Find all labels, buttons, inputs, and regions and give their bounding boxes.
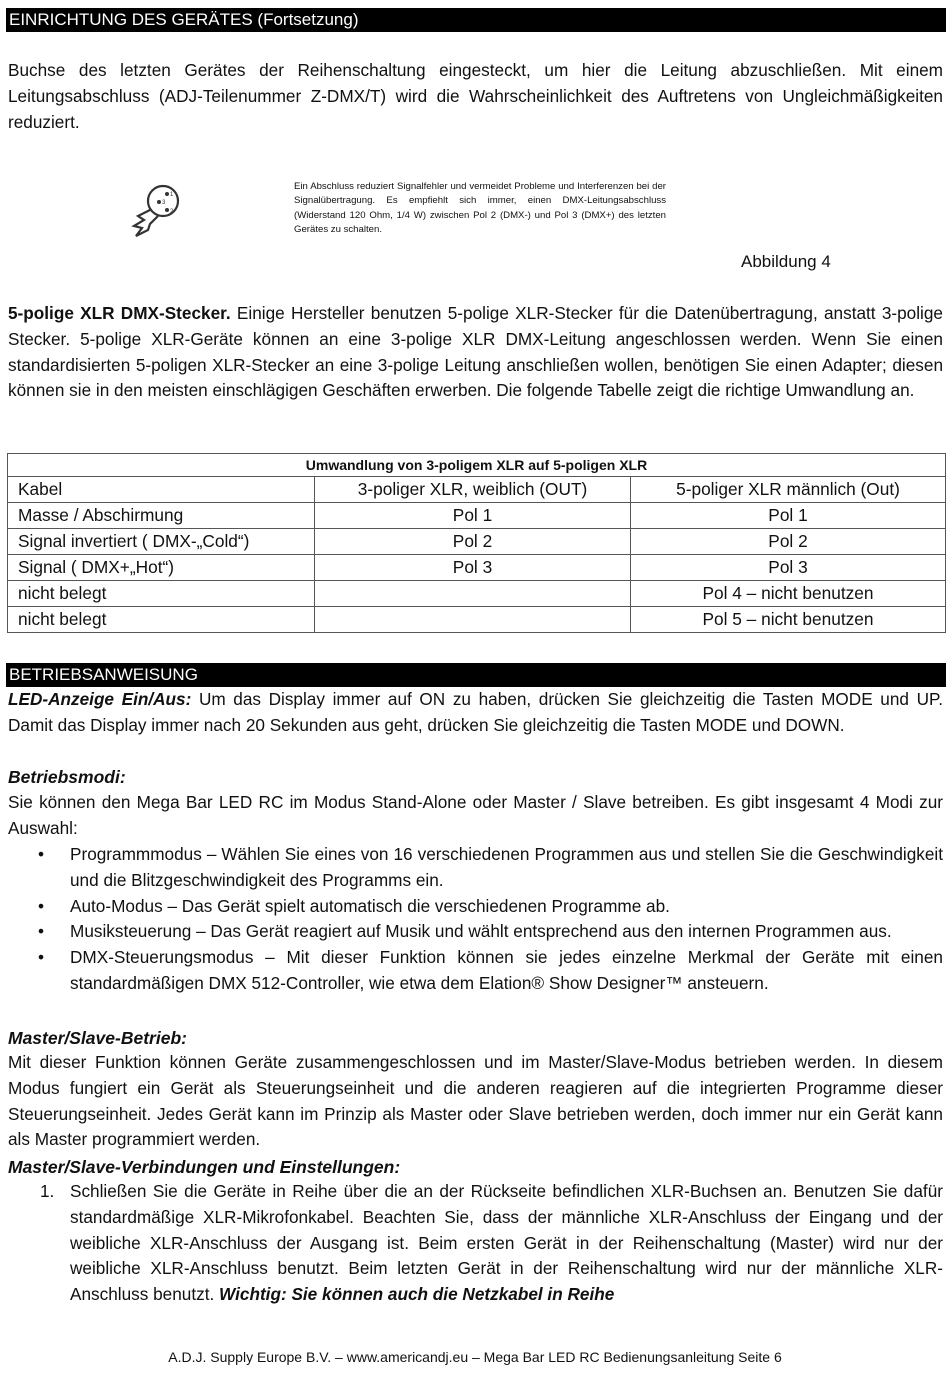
table-cell: Masse / Abschirmung: [8, 503, 315, 529]
list-item: [8, 842, 943, 894]
list-number: 1.: [40, 1181, 55, 1201]
table-cell: Pol 5 – nicht benutzen: [631, 607, 946, 633]
connections-list: [8, 1179, 943, 1308]
bullet: •: [38, 895, 45, 916]
list-item: [8, 894, 943, 920]
table-cell: Pol 3: [631, 555, 946, 581]
table-cell: Pol 1: [631, 503, 946, 529]
connections-heading: Master/Slave-Verbindungen und Einstellungen:: [8, 1157, 401, 1177]
table-row: [8, 503, 946, 529]
table-cell: Signal ( DMX+„Hot“): [8, 555, 315, 581]
table-row: [8, 607, 946, 633]
bullet: •: [38, 844, 45, 864]
led-paragraph: [8, 687, 943, 739]
list-item-text: Musiksteuerung – Das Gerät reagiert auf Musik und wählt entsprechend aus den internen Programmen aus.: [70, 921, 892, 942]
xlr5-text: Einige Hersteller benutzen 5-polige XLR-Stecker für die Datenübertragung, anstatt 3-polige Stecker. 5-polige XLR-Geräte können an eine 3-polige XLR DMX-Leitung angeschlossen werden. Wenn Sie einen standardisierten 5-poligen XLR-Stecker an eine 3-polige Leitung anschließen wollen, benötigen Sie einen Adapter; diesen können sie in den meisten einschlägigen Geschäften erwerben. Die folgende Tabelle zeigt die richtige Umwandlung an.: [8, 303, 943, 401]
modes-heading: Betriebsmodi:: [8, 767, 126, 787]
table-title-row: [8, 454, 946, 477]
table-cell: [315, 581, 631, 607]
table-title: Umwandlung von 3-poligem XLR auf 5-poligen XLR: [8, 454, 946, 477]
table-row: [8, 555, 946, 581]
modes-intro: Sie können den Mega Bar LED RC im Modus Stand-Alone oder Master / Slave betreiben. Es gibt insgesamt 4 Modi zur Auswahl:: [8, 792, 943, 838]
bullet: •: [38, 921, 45, 942]
pin-label: 3: [162, 200, 166, 206]
modes-list: [8, 842, 943, 997]
table-cell: Pol 4 – nicht benutzen: [631, 581, 946, 607]
table-cell: Pol 1: [315, 503, 631, 529]
table-cell: Pol 2: [631, 529, 946, 555]
table-header-row: [8, 477, 946, 503]
table-cell: nicht belegt: [8, 607, 315, 633]
table-cell: Signal invertiert ( DMX-„Cold“): [8, 529, 315, 555]
pin-label: 2: [170, 209, 174, 215]
table-row: [8, 581, 946, 607]
section-header-operation: BETRIEBSANWEISUNG: [6, 663, 946, 687]
xlr5-heading: 5-polige XLR DMX-Stecker.: [8, 303, 231, 323]
list-item-text: Schließen Sie die Geräte in Reihe über die an der Rückseite befindlichen XLR-Buchsen an. Benutzen Sie dafür standardmäßige XLR-Mikrofonkabel. Beachten Sie, dass der männliche XLR-Anschluss der Eingang und der weibliche XLR-Anschluss der Ausgang ist. Beim ersten Gerät in der Reihenschaltung (Master) wird nur der weibliche XLR-Anschluss benutzt. Beim letzten Gerät in der Reihenschaltung wird nur der männliche XLR-Anschluss benutzt.: [70, 1181, 943, 1305]
master-slave-heading: Master/Slave-Betrieb:: [8, 1028, 187, 1048]
xlr-terminator-icon: [130, 184, 188, 242]
table-cell: nicht belegt: [8, 581, 315, 607]
table-header: 3-poliger XLR, weiblich (OUT): [315, 477, 631, 503]
list-item: [8, 919, 943, 945]
led-heading: LED-Anzeige Ein/Aus:: [8, 689, 192, 709]
master-slave-paragraph: Mit dieser Funktion können Geräte zusammengeschlossen und im Master/Slave-Modus betrieben werden. In diesem Modus fungiert ein Gerät als Steuerungseinheit und die anderen reagieren auf die integrierten Programme dieser Steuerungseinheit. Jedes Gerät kann im Prinzip als Master oder Slave betrieben werden, doch immer nur ein Gerät kann als Master programmiert werden.: [8, 1052, 943, 1150]
figure-caption: Abbildung 4: [741, 252, 831, 271]
bullet: •: [38, 947, 45, 968]
important-note: Wichtig: Sie können auch die Netzkabel in Reihe: [219, 1284, 615, 1305]
intro-paragraph: Buchse des letzten Gerätes der Reihenschaltung eingesteckt, um hier die Leitung abzuschließen. Mit einem Leitungsabschluss (ADJ-Teilenummer Z-DMX/T) wird die Wahrscheinlichkeit des Auftretens von Ungleichmäßigkeiten reduziert.: [8, 60, 943, 132]
table-cell: Pol 2: [315, 529, 631, 555]
conversion-table: [7, 453, 946, 633]
section-header-setup: EINRICHTUNG DES GERÄTES (Fortsetzung): [6, 8, 946, 32]
table-cell: [315, 607, 631, 633]
pin-label: 1: [170, 192, 174, 198]
list-item-text: Auto-Modus – Das Gerät spielt automatisch die verschiedenen Programme ab.: [70, 895, 670, 916]
xlr5-paragraph: [8, 301, 943, 404]
list-item: [8, 1179, 943, 1308]
list-item-text: Programmmodus – Wählen Sie eines von 16 verschiedenen Programmen aus und stellen Sie die Geschwindigkeit und die Blitzgeschwindigkeit des Programms ein.: [70, 844, 943, 890]
table-row: [8, 529, 946, 555]
list-item: [8, 945, 943, 997]
page-footer: A.D.J. Supply Europe B.V. – www.americandj.eu – Mega Bar LED RC Bedienungsanleitung Seite 6: [168, 1349, 782, 1365]
table-header: Kabel: [8, 477, 315, 503]
terminator-note: Ein Abschluss reduziert Signalfehler und vermeidet Probleme und Interferenzen bei der Signalübertragung. Es empfiehlt sich immer, einen DMX-Leitungsabschluss (Widerstand 120 Ohm, 1/4 W) zwischen Pol 2 (DMX-) und Pol 3 (DMX+) des letzten Gerätes zu schalten.: [294, 181, 666, 235]
led-text: Um das Display immer auf ON zu haben, drücken Sie gleichzeitig die Tasten MODE und UP. Damit das Display immer nach 20 Sekunden aus geht, drücken Sie gleichzeitig die Tasten MODE und DOWN.: [8, 689, 943, 735]
list-item-text: DMX-Steuerungsmodus – Mit dieser Funktion können sie jedes einzelne Merkmal der Geräte mit einen standardmäßigen DMX 512-Controller, wie etwa dem Elation® Show Designer™ ansteuern.: [70, 947, 943, 993]
table-cell: Pol 3: [315, 555, 631, 581]
table-header: 5-poliger XLR männlich (Out): [631, 477, 946, 503]
